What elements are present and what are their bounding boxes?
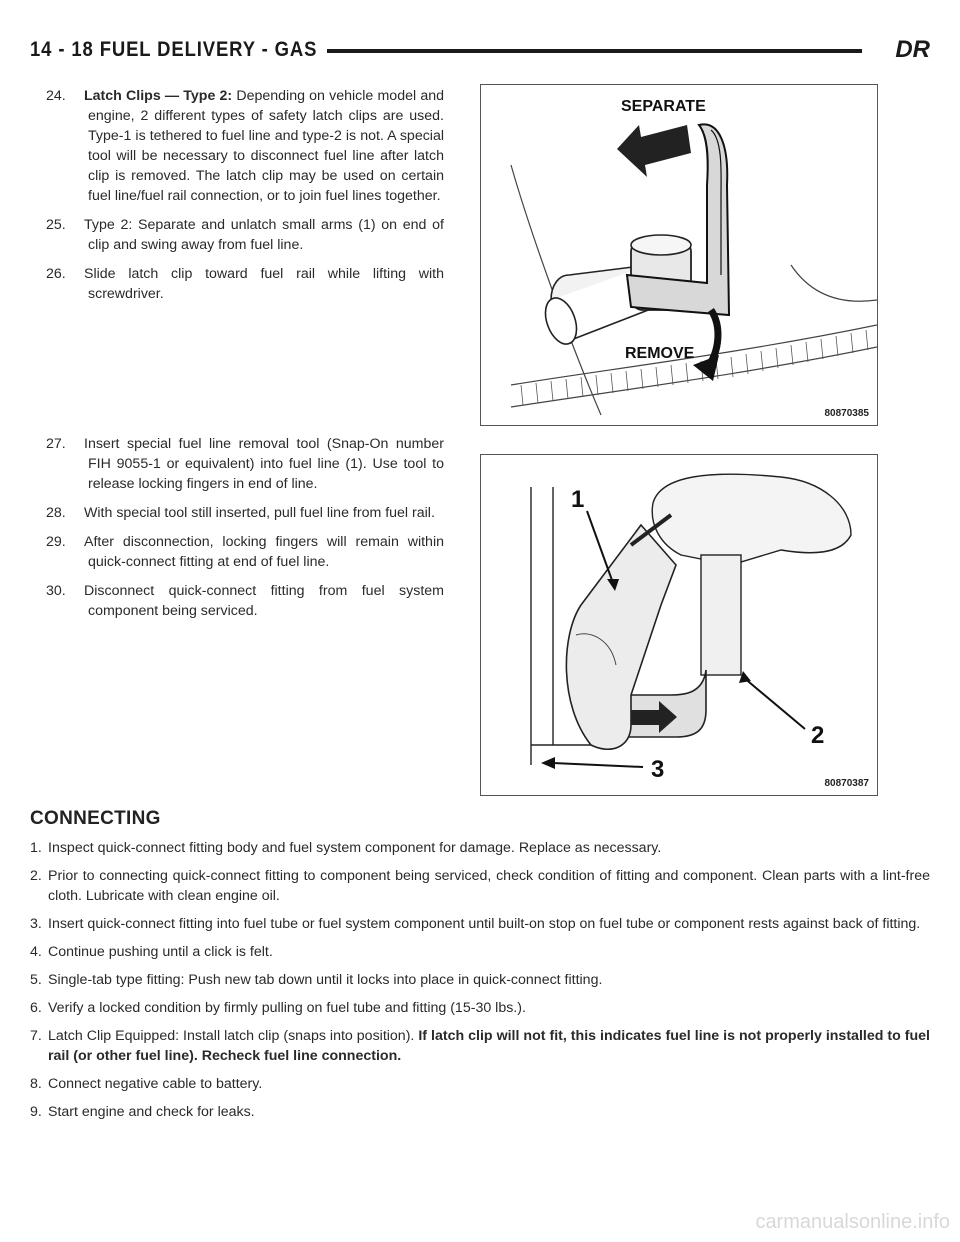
step-text: Disconnect quick-connect fitting from fuel system component being serviced. <box>84 583 444 619</box>
step-28 <box>46 503 444 523</box>
step-text: Single-tab type fitting: Push new tab down until it locks into place in quick-connect fitting. <box>48 972 603 988</box>
step-text: With special tool still inserted, pull fuel line from fuel rail. <box>84 505 435 521</box>
step-number: 25. <box>46 217 66 233</box>
step-number: 30. <box>46 583 66 599</box>
steps-block-b <box>46 434 444 630</box>
figure-code: 80870387 <box>824 778 869 789</box>
step-number: 5. <box>30 972 42 988</box>
step-29 <box>46 532 444 572</box>
connect-step-3 <box>30 914 930 934</box>
step-bold: Latch Clips — Type 2: <box>84 88 233 104</box>
section-title: CONNECTING <box>30 808 161 829</box>
watermark[interactable]: carmanualsonline.info <box>755 1211 950 1233</box>
connect-step-7 <box>30 1026 930 1066</box>
step-text: Depending on vehicle model and engine, 2 different types of safety latch clips are used. Type-1 is tethered to fuel line and type-2 is not. A special tool will be necessary to disconnect fuel line after latch clip is removed. The latch clip may be used on certain fuel line/fuel rail connection, or to join fuel lines together. <box>88 88 444 204</box>
step-number: 4. <box>30 944 42 960</box>
step-number: 29. <box>46 534 66 550</box>
figure-code: 80870385 <box>824 408 869 419</box>
step-30 <box>46 581 444 621</box>
step-text: Verify a locked condition by firmly pulling on fuel tube and fitting (15-30 lbs.). <box>48 1000 526 1016</box>
step-26 <box>46 264 444 304</box>
section-heading: 14 - 18 FUEL DELIVERY - GAS <box>30 38 318 61</box>
connect-step-2 <box>30 866 930 906</box>
figure-fuel-line-removal <box>480 454 878 796</box>
step-number: 7. <box>30 1028 42 1044</box>
step-number: 24. <box>46 88 66 104</box>
step-text: Slide latch clip toward fuel rail while lifting with screwdriver. <box>84 266 444 302</box>
step-number: 2. <box>30 868 42 884</box>
step-number: 9. <box>30 1104 42 1120</box>
step-text: Type 2: Separate and unlatch small arms (1) on end of clip and swing away from fuel line. <box>84 217 444 253</box>
step-text: Insert quick-connect fitting into fuel tube or fuel system component until built-on stop on fuel tube or component rests against back of fitting. <box>48 916 921 932</box>
connect-step-9 <box>30 1102 930 1122</box>
step-number: 1. <box>30 840 42 856</box>
step-number: 26. <box>46 266 66 282</box>
callout-3: 3 <box>651 756 665 783</box>
step-text: Prior to connecting quick-connect fitting to component being serviced, check condition of fitting and component. Clean parts with a lint-free cloth. Lubricate with clean engine oil. <box>48 868 930 904</box>
step-number: 28. <box>46 505 66 521</box>
step-25 <box>46 215 444 255</box>
step-text: Continue pushing until a click is felt. <box>48 944 273 960</box>
connect-step-1 <box>30 838 930 858</box>
steps-block-a <box>46 86 444 313</box>
step-text: Connect negative cable to battery. <box>48 1076 263 1092</box>
figure-latch-clip-separate <box>480 84 878 426</box>
connect-step-5 <box>30 970 930 990</box>
step-number: 8. <box>30 1076 42 1092</box>
step-27 <box>46 434 444 494</box>
model-code: DR <box>895 36 930 63</box>
callout-1: 1 <box>571 486 585 513</box>
step-text: Start engine and check for leaks. <box>48 1104 255 1120</box>
callout-2: 2 <box>811 722 825 749</box>
page-header <box>30 36 930 66</box>
latch-clip-illustration <box>481 85 877 425</box>
connect-step-6 <box>30 998 930 1018</box>
step-number: 3. <box>30 916 42 932</box>
step-24 <box>46 86 444 206</box>
connecting-section <box>30 808 930 1130</box>
step-text: Insert special fuel line removal tool (Snap-On number FIH 9055-1 or equivalent) into fuel line (1). Use tool to release locking fingers in end of line. <box>84 436 444 492</box>
step-number: 27. <box>46 436 66 452</box>
step-text: Inspect quick-connect fitting body and fuel system component for damage. Replace as necessary. <box>48 840 662 856</box>
header-rule <box>327 49 862 53</box>
separate-label: SEPARATE <box>621 98 706 115</box>
step-warning: If latch clip will not fit, this indicates fuel line is not properly installed to fuel rail (or other fuel line). Recheck fuel line connection. <box>48 1028 930 1064</box>
connect-step-4 <box>30 942 930 962</box>
step-number: 6. <box>30 1000 42 1016</box>
step-text: After disconnection, locking fingers will remain within quick-connect fitting at end of fuel line. <box>84 534 444 570</box>
remove-label: REMOVE <box>625 345 695 362</box>
connect-step-8 <box>30 1074 930 1094</box>
removal-tool-illustration <box>481 455 877 795</box>
step-text: Latch Clip Equipped: Install latch clip (snaps into position). <box>48 1028 419 1044</box>
